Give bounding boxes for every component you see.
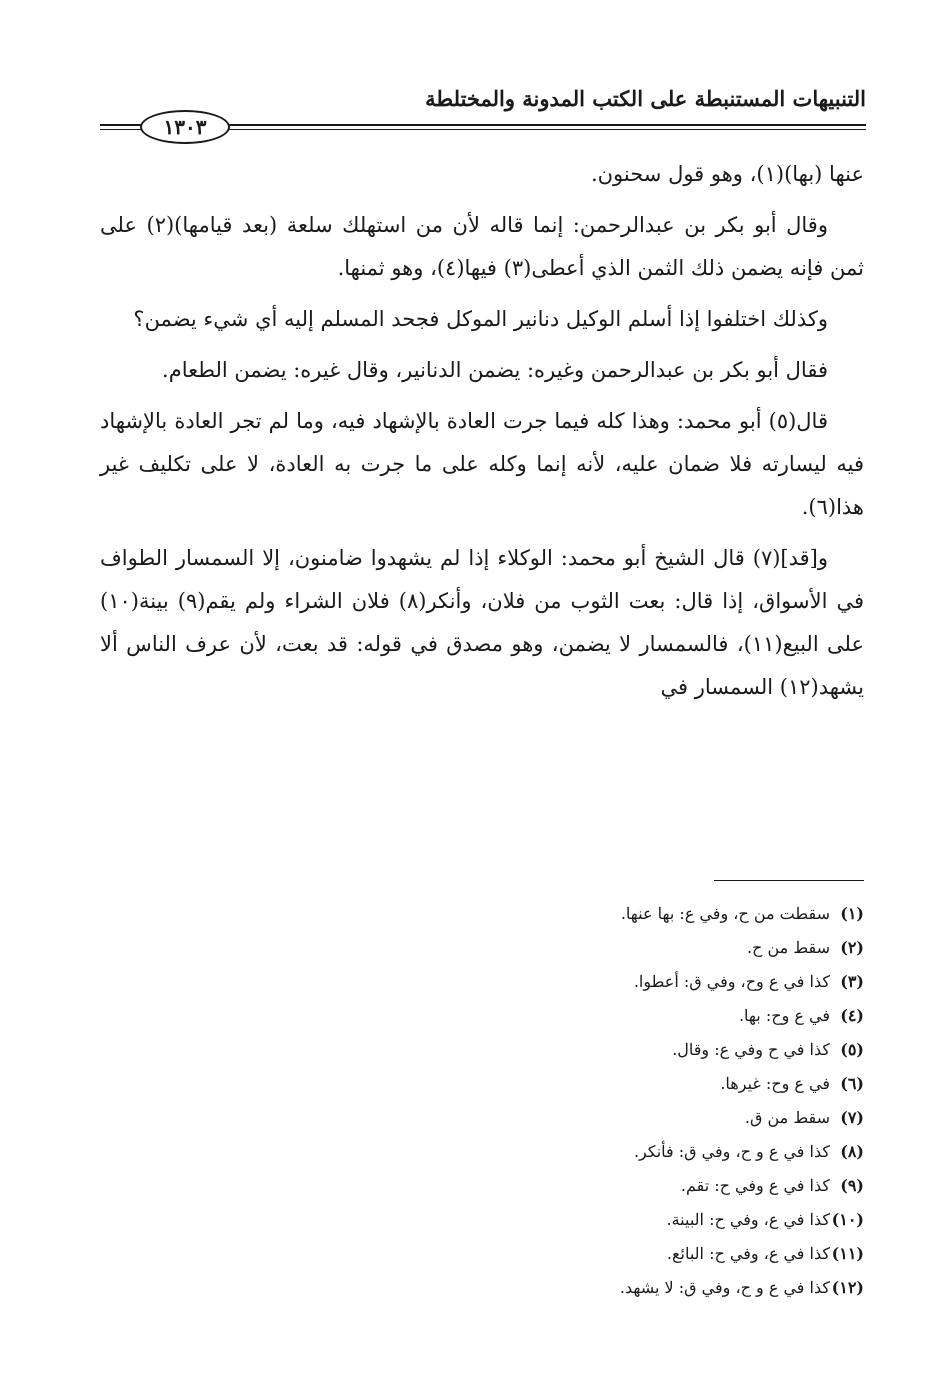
footnote-text: سقط من ق. bbox=[744, 1108, 830, 1127]
footnote-text: في ع وح: غيرها. bbox=[720, 1074, 830, 1093]
paragraph: فقال أبو بكر بن عبدالرحمن وغيره: يضمن الدنانير، وقال غيره: يضمن الطعام. bbox=[162, 358, 828, 382]
footnote bbox=[300, 1203, 864, 1237]
paragraph: قال(٥) أبو محمد: وهذا كله فيما جرت العادة بالإشهاد فيه، وما لم تجر العادة بالإشهاد فيه ليسارته فلا ضمان عليه، لأنه إنما وكله على ما جرت به العادة، لا على تكليف غير هذا(٦). bbox=[100, 409, 864, 519]
footnote bbox=[300, 1169, 864, 1203]
footnote bbox=[300, 1101, 864, 1135]
footnote-text: كذا في ع وح، وفي ق: أعطوا. bbox=[633, 972, 830, 991]
footnote bbox=[300, 999, 864, 1033]
footnote-number: (١) bbox=[840, 904, 864, 923]
footnote-text: كذا في ع و ح، وفي ق: لا يشهد. bbox=[619, 1278, 830, 1297]
paragraph: وكذلك اختلفوا إذا أسلم الوكيل دنانير الموكل فجحد المسلم إليه أي شيء يضمن؟ bbox=[133, 307, 828, 331]
footnote bbox=[300, 931, 864, 965]
footnote bbox=[300, 1033, 864, 1067]
footnote bbox=[300, 1067, 864, 1101]
footnote-number: (٧) bbox=[840, 1108, 864, 1127]
footnote-text: سقطت من ح، وفي ع: بها عنها. bbox=[620, 904, 830, 923]
footnote-text: كذا في ع وفي ح: تقم. bbox=[680, 1176, 830, 1195]
footnote-text: في ع وح: بها. bbox=[738, 1006, 830, 1025]
footnote bbox=[300, 1271, 864, 1305]
footnote bbox=[300, 1135, 864, 1169]
footnote-number: (٢) bbox=[840, 938, 864, 957]
footnote-number: (٦) bbox=[840, 1074, 864, 1093]
main-text bbox=[100, 153, 864, 717]
paragraph: و[قد](٧) قال الشيخ أبو محمد: الوكلاء إذا لم يشهدوا ضامنون، إلا السمسار الطواف في الأسواق، إذا قال: بعت الثوب من فلان، وأنكر(٨) فلان الشراء ولم يقم(٩) بينة(١٠) على البيع(١١)، فالسمسار لا يضمن، وهو مصدق في قوله: قد بعت، لأن عرف الناس ألا يشهد(١٢) السمسار في bbox=[100, 546, 865, 699]
footnote bbox=[300, 1237, 864, 1271]
footnote-number: (١١) bbox=[831, 1244, 864, 1263]
footnotes bbox=[300, 897, 864, 1305]
footnote-text: كذا في ح وفي ع: وقال. bbox=[672, 1040, 830, 1059]
footnote-text: كذا في ع، وفي ح: البينة. bbox=[666, 1210, 830, 1229]
footnote-text: سقط من ح. bbox=[746, 938, 830, 957]
footnote-number: (٣) bbox=[840, 972, 864, 991]
page-header bbox=[100, 80, 866, 140]
footnote-number: (١٠) bbox=[831, 1210, 864, 1229]
footnote-text: كذا في ع، وفي ح: البائع. bbox=[666, 1244, 830, 1263]
footnote bbox=[300, 965, 864, 999]
page-number: ١٣٠٣ bbox=[140, 110, 230, 144]
footnote-number: (٤) bbox=[840, 1006, 864, 1025]
footnote-number: (٩) bbox=[840, 1176, 864, 1195]
footnote-separator bbox=[714, 880, 864, 881]
footnote-number: (١٢) bbox=[831, 1278, 864, 1297]
footnote-number: (٨) bbox=[840, 1142, 864, 1161]
paragraph: وقال أبو بكر بن عبدالرحمن: إنما قاله لأن من استهلك سلعة (بعد قيامها)(٢) على ثمن فإنه يضمن ذلك الثمن الذي أعطى(٣) فيها(٤)، وهو ثمنها. bbox=[100, 213, 864, 280]
running-title: التنبيهات المستنبطة على الكتب المدونة والمختلطة bbox=[425, 86, 866, 111]
footnote-number: (٥) bbox=[840, 1040, 864, 1059]
paragraph: عنها (بها)(١)، وهو قول سحنون. bbox=[590, 162, 864, 186]
footnote bbox=[300, 897, 864, 931]
footnote-text: كذا في ع و ح، وفي ق: فأنكر. bbox=[633, 1142, 830, 1161]
